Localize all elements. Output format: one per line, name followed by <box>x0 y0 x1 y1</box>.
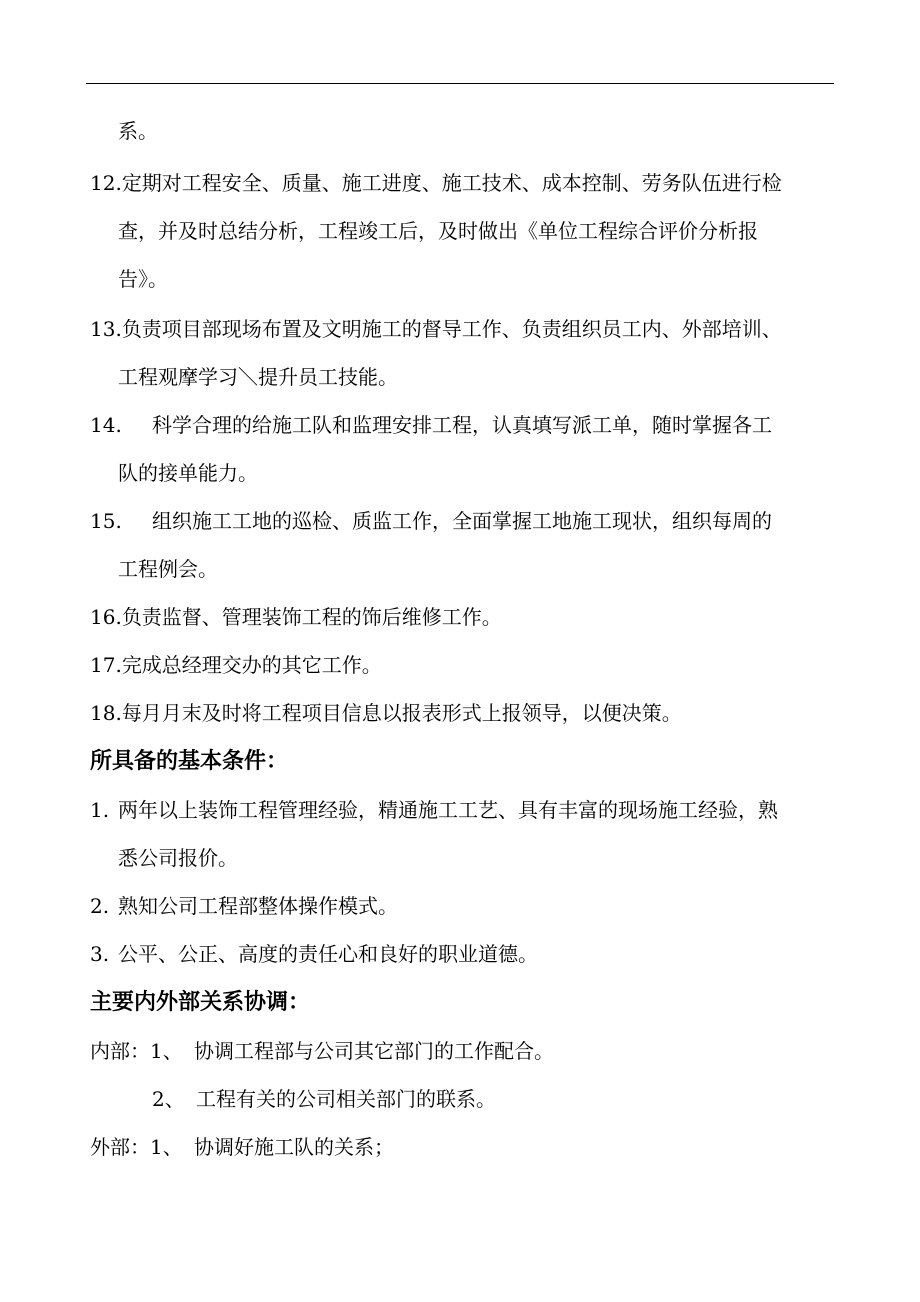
list-item-12-line-3: 告》。 <box>118 267 168 291</box>
list-item-14-number: 14. <box>90 413 122 437</box>
list-item-13-text: 负责项目部现场布置及文明施工的督导工作、负责组织员工内、外部培训、 <box>121 317 782 341</box>
internal-1-text: 协调工程部与公司其它部门的工作配合。 <box>194 1039 554 1063</box>
external-1-number: 1、 <box>150 1135 183 1159</box>
condition-2-number: 2. <box>90 894 110 918</box>
list-item-12-line-1 <box>90 171 782 195</box>
condition-2-text: 熟知公司工程部整体操作模式。 <box>118 894 398 918</box>
list-item-15-number: 15. <box>90 509 122 533</box>
list-item-14-line-1 <box>90 413 772 437</box>
list-item-15-line-1 <box>90 509 772 533</box>
condition-1-number: 1. <box>90 798 110 822</box>
list-item-16 <box>90 605 502 629</box>
external-label: 外部： <box>90 1135 150 1159</box>
header-rule <box>86 83 834 84</box>
condition-1-line-2: 悉公司报价。 <box>118 846 238 870</box>
list-item-18-number: 18. <box>90 701 122 725</box>
list-item-16-number: 16. <box>90 605 122 629</box>
condition-3-number: 3. <box>90 942 110 966</box>
internal-2-text: 工程有关的公司相关部门的联系。 <box>196 1087 496 1111</box>
internal-1-number: 1、 <box>150 1039 183 1063</box>
list-item-13-line-2: 工程观摩学习＼提升员工技能。 <box>118 365 398 389</box>
internal-relation-2 <box>152 1087 496 1111</box>
list-item-17 <box>90 653 382 677</box>
internal-relation-1 <box>90 1039 554 1063</box>
condition-1-text: 两年以上装饰工程管理经验，精通施工工艺、具有丰富的现场施工经验，熟 <box>118 798 778 822</box>
list-item-18-text: 每月月末及时将工程项目信息以报表形式上报领导，以便决策。 <box>121 701 682 725</box>
condition-1-line-1 <box>90 798 778 822</box>
list-item-15-line-2: 工程例会。 <box>118 557 218 581</box>
list-item-15-text: 组织施工工地的巡检、质监工作，全面掌握工地施工现状，组织每周的 <box>152 509 772 533</box>
internal-label: 内部： <box>90 1039 150 1063</box>
list-item-14-text: 科学合理的给施工队和监理安排工程，认真填写派工单，随时掌握各工 <box>152 413 772 437</box>
list-item-13-number: 13. <box>90 317 122 341</box>
condition-3-text: 公平、公正、高度的责任心和良好的职业道德。 <box>118 942 538 966</box>
list-item-16-text: 负责监督、管理装饰工程的饰后维修工作。 <box>121 605 502 629</box>
list-item-17-text: 完成总经理交办的其它工作。 <box>121 653 382 677</box>
external-1-text: 协调好施工队的关系； <box>194 1135 394 1159</box>
conditions-heading: 所具备的基本条件： <box>90 749 289 774</box>
list-item-12-text: 定期对工程安全、质量、施工进度、施工技术、成本控制、劳务队伍进行检 <box>121 171 782 195</box>
condition-3 <box>90 942 538 966</box>
condition-2 <box>90 894 398 918</box>
internal-2-number: 2、 <box>152 1087 185 1111</box>
list-item-13-line-1 <box>90 317 782 341</box>
relations-heading: 主要内外部关系协调： <box>90 990 311 1015</box>
list-item-18 <box>90 701 682 725</box>
list-item-17-number: 17. <box>90 653 122 677</box>
list-item-12-number: 12. <box>90 171 122 195</box>
list-item-14-line-2: 队的接单能力。 <box>118 461 258 485</box>
continuation-line: 系。 <box>118 119 158 143</box>
list-item-12-line-2: 查，并及时总结分析，工程竣工后，及时做出《单位工程综合评价分析报 <box>118 219 758 243</box>
external-relation-1 <box>90 1135 394 1159</box>
